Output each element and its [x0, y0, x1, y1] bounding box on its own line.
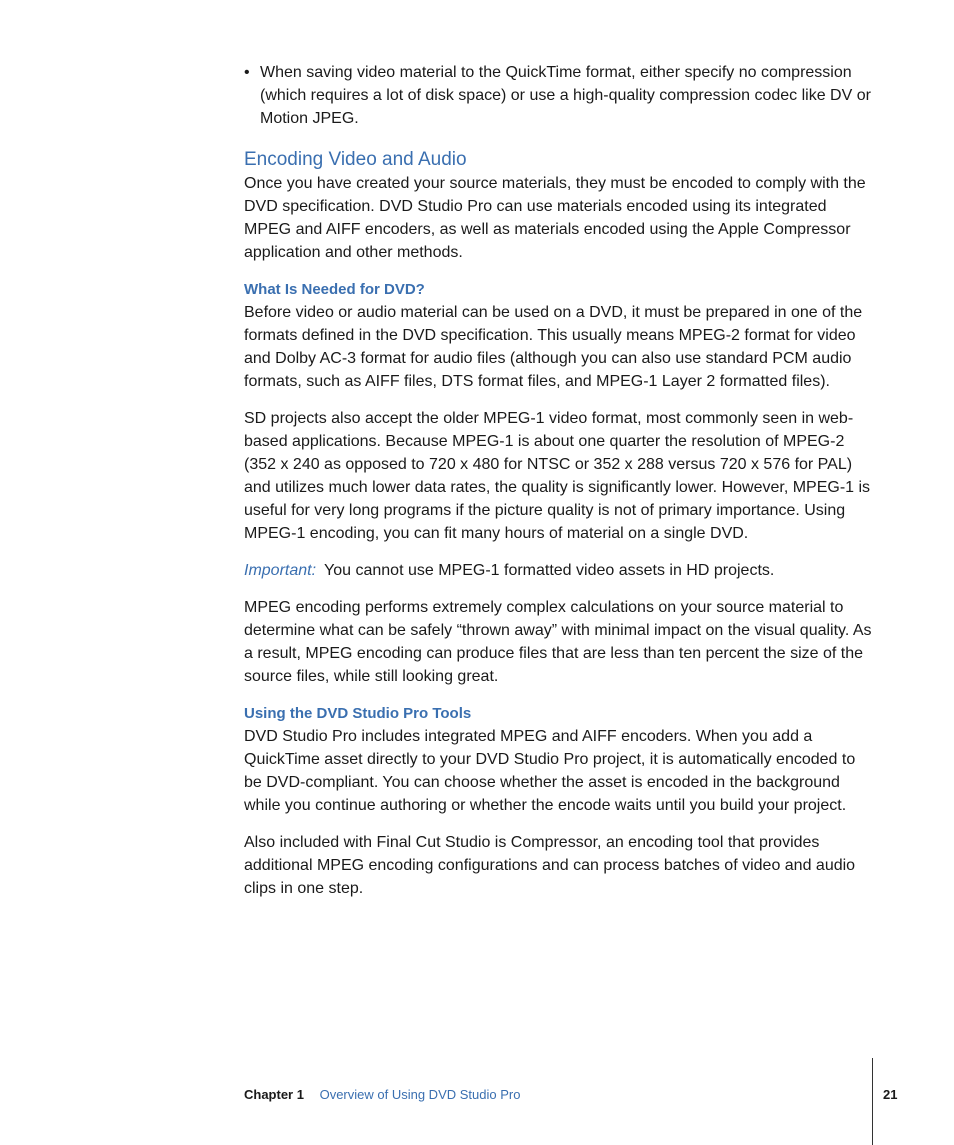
needed-paragraph-3: MPEG encoding performs extremely complex calculations on your source material to determine what can be safely “thrown away” with minimal impact on the visual quality. As a result, MPEG encoding can produce files that are less than ten percent the size of the source files, while still looking great.	[244, 599, 872, 685]
important-note	[244, 559, 876, 582]
intro-bullet-text: When saving video material to the QuickTime format, either specify no compression (which requires a lot of disk space) or use a high-quality compression codec like DV or Motion JPEG.	[260, 64, 871, 127]
footer-divider	[872, 1058, 873, 1145]
bullet-icon: •	[244, 64, 250, 81]
subsection-title-needed: What Is Needed for DVD?	[244, 281, 425, 298]
intro-bullet	[244, 61, 876, 130]
needed-paragraph-1: Before video or audio material can be used on a DVD, it must be prepared in one of the formats defined in the DVD specification. This usually means MPEG-2 format for video and Dolby AC-3 format for audio files (although you can also use standard PCM audio formats, such as AIFF files, DTS format files, and MPEG-1 Layer 2 formatted files).	[244, 304, 863, 390]
page-footer	[244, 1086, 520, 1104]
important-text: You cannot use MPEG-1 formatted video assets in HD projects.	[324, 562, 775, 579]
needed-paragraph-2: SD projects also accept the older MPEG-1 video format, most commonly seen in web-based applications. Because MPEG-1 is about one quarter the resolution of MPEG-2 (352 x 240 as opposed to 720 x 480 for NTSC or 352 x 288 versus 720 x 576 for PAL) and utilizes much lower data rates, the quality is significantly lower. However, MPEG-1 is useful for very long programs if the picture quality is not of primary importance. Using MPEG-1 encoding, you can fit many hours of material on a single DVD.	[244, 410, 871, 542]
footer-chapter: Chapter 1	[244, 1087, 304, 1102]
important-label: Important:	[244, 562, 317, 579]
subsection-title-tools: Using the DVD Studio Pro Tools	[244, 705, 472, 722]
section-title: Encoding Video and Audio	[244, 149, 467, 170]
tools-paragraph-1: DVD Studio Pro includes integrated MPEG and AIFF encoders. When you add a QuickTime asset directly to your DVD Studio Pro project, it is automatically encoded to be DVD-compliant. You can choose whether the asset is encoded in the background while you continue authoring or whether the encode waits until you build your project.	[244, 728, 856, 814]
page-content	[244, 61, 876, 914]
section-intro: Once you have created your source materials, they must be encoded to comply with the DVD specification. DVD Studio Pro can use materials encoded using its integrated MPEG and AIFF encoders, as well as materials encoded using the Apple Compressor application and other methods.	[244, 175, 866, 261]
footer-chapter-title: Overview of Using DVD Studio Pro	[319, 1087, 521, 1102]
tools-paragraph-2: Also included with Final Cut Studio is Compressor, an encoding tool that provides additional MPEG encoding configurations and can process batches of video and audio clips in one step.	[244, 834, 856, 897]
page-number: 21	[883, 1087, 898, 1102]
